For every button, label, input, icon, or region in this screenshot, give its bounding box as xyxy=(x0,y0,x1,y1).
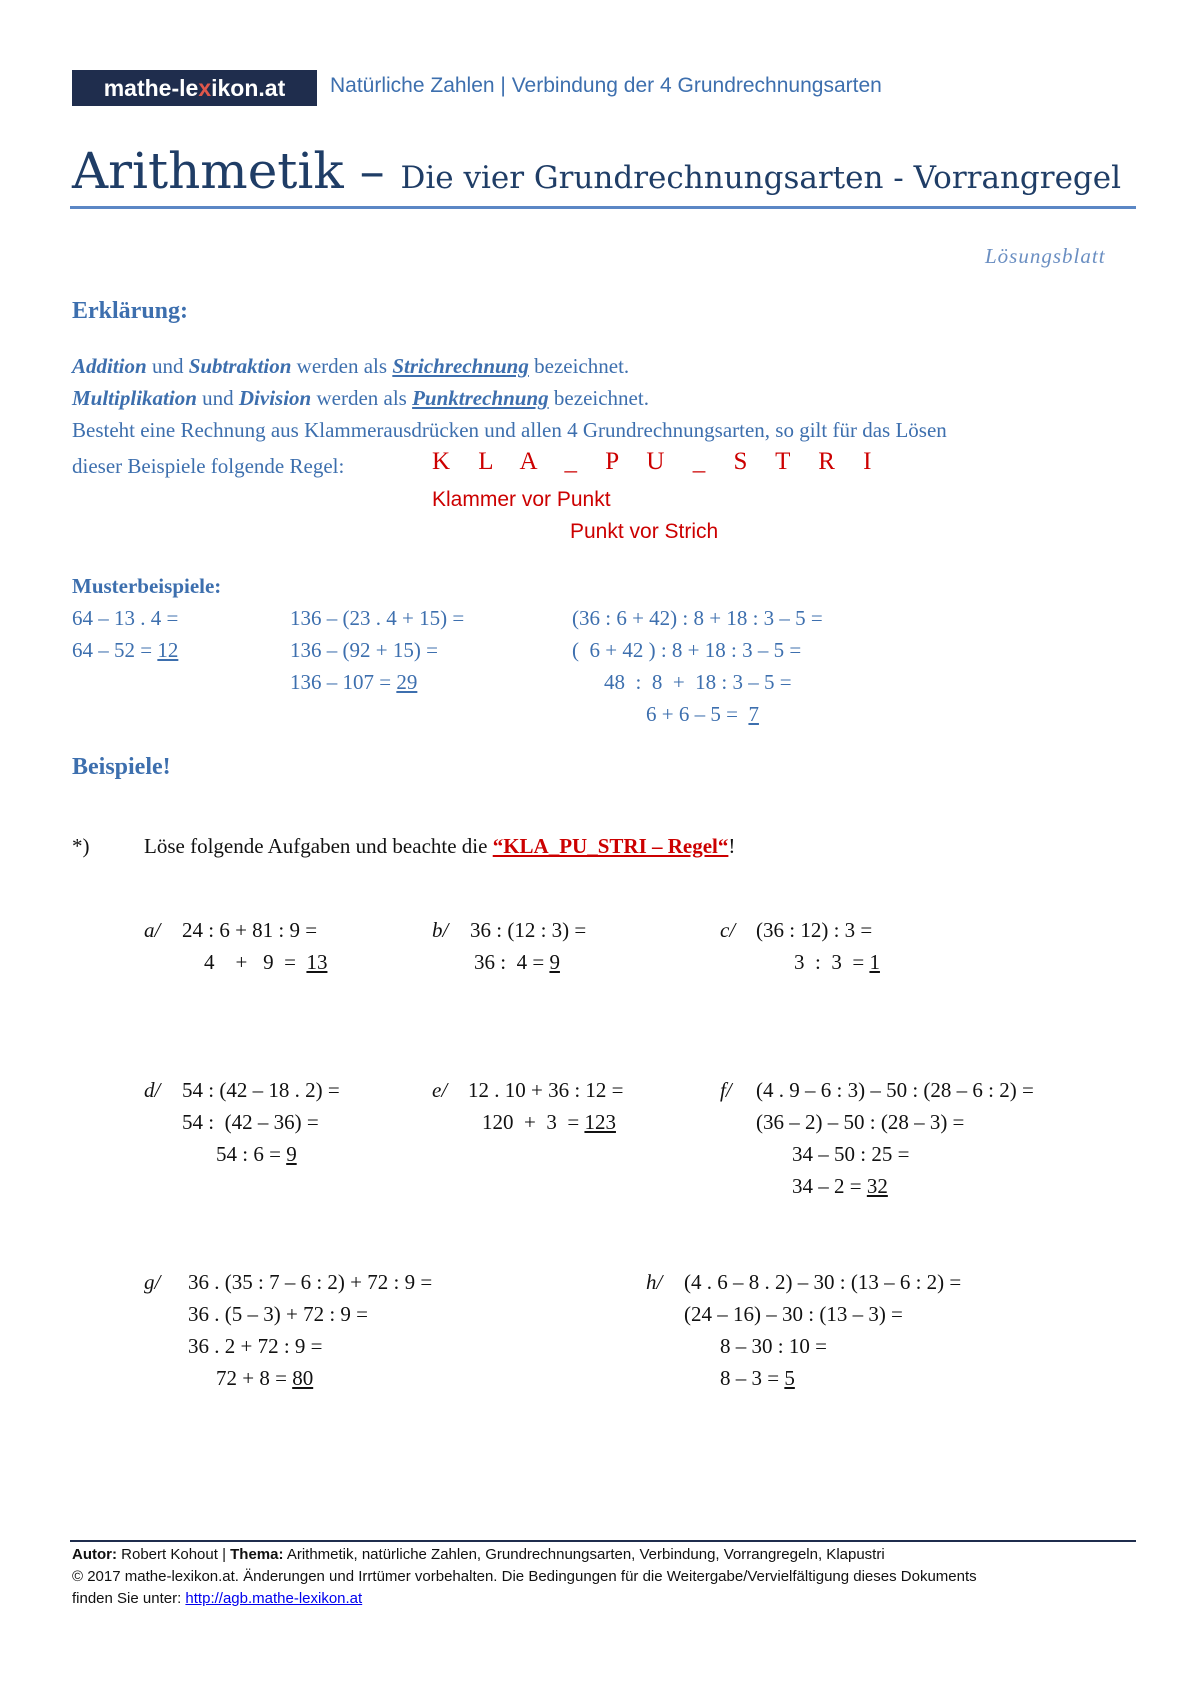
exercise-h-line: (4 . 6 – 8 . 2) – 30 : (13 – 6 : 2) = xyxy=(684,1270,962,1294)
explanation-line-4: dieser Beispiele folgende Regel: xyxy=(72,454,345,478)
exercise-e-line: 120 + 3 = 123 xyxy=(482,1110,616,1134)
exercise-a-label: a/ xyxy=(144,918,161,942)
exercise-g-line: 36 . 2 + 72 : 9 = xyxy=(188,1334,323,1358)
explanation-line-2: Multiplikation und Division werden als Punktrechnung bezeichnet. xyxy=(72,386,649,410)
example-2-line: 136 – (92 + 15) = xyxy=(290,638,438,662)
exercise-d-label: d/ xyxy=(144,1078,161,1102)
example-2-line: 136 – 107 = 29 xyxy=(290,670,418,694)
exercises-heading: Beispiele! xyxy=(72,754,171,780)
exercise-c-line: 3 : 3 = 1 xyxy=(794,950,880,974)
exercise-d-line: 54 : (42 – 36) = xyxy=(182,1110,319,1134)
example-1-line: 64 – 13 . 4 = xyxy=(72,606,179,630)
footer-agb-link[interactable]: http://agb.mathe-lexikon.at xyxy=(185,1590,363,1607)
exercise-b-line: 36 : (12 : 3) = xyxy=(470,918,587,942)
explanation-heading: Erklärung: xyxy=(72,298,189,324)
exercise-e-label: e/ xyxy=(432,1078,448,1102)
example-3-line: 48 : 8 + 18 : 3 – 5 = xyxy=(604,670,792,694)
footer-copyright-line: © 2017 mathe-lexikon.at. Änderungen und Irrtümer vorbehalten. Die Bedingungen für die Weitergabe/Vervielfältigung dieses Dokuments xyxy=(72,1568,977,1585)
exercise-g-label: g/ xyxy=(144,1270,161,1294)
rule-klammer-vor-punkt: Klammer vor Punkt xyxy=(432,488,611,511)
exercise-f-line: (4 . 9 – 6 : 3) – 50 : (28 – 6 : 2) = xyxy=(756,1078,1034,1102)
klapustri-rule: K L A _ P U _ S T R I xyxy=(432,448,883,475)
title-divider xyxy=(70,206,1136,209)
exercise-g-line: 36 . (35 : 7 – 6 : 2) + 72 : 9 = xyxy=(188,1270,433,1294)
task-instruction: Löse folgende Aufgaben und beachte die “KLA_PU_STRI – Regel“! xyxy=(144,834,736,858)
footer-author-line: Autor: Robert Kohout | Thema: Arithmetik, natürliche Zahlen, Grundrechnungsarten, Verbindung, Vorrangregeln, Klapustri xyxy=(72,1546,885,1563)
exercise-c-label: c/ xyxy=(720,918,736,942)
header-subtitle: Natürliche Zahlen | Verbindung der 4 Grundrechnungsarten xyxy=(330,74,882,97)
sheet-label: Lösungsblatt xyxy=(985,244,1106,268)
exercise-f-line: 34 – 50 : 25 = xyxy=(792,1142,910,1166)
explanation-line-1: Addition und Subtraktion werden als Strichrechnung bezeichnet. xyxy=(72,354,630,378)
exercise-b-label: b/ xyxy=(432,918,449,942)
exercise-g-line: 72 + 8 = 80 xyxy=(216,1366,314,1390)
examples-heading: Musterbeispiele: xyxy=(72,574,222,598)
example-1-line: 64 – 52 = 12 xyxy=(72,638,179,662)
exercise-b-line: 36 : 4 = 9 xyxy=(474,950,560,974)
exercise-f-label: f/ xyxy=(720,1078,732,1102)
exercise-d-line: 54 : 6 = 9 xyxy=(216,1142,297,1166)
task-bullet: *) xyxy=(72,834,90,858)
example-2-line: 136 – (23 . 4 + 15) = xyxy=(290,606,465,630)
example-3-line: (36 : 6 + 42) : 8 + 18 : 3 – 5 = xyxy=(572,606,823,630)
page-title: Arithmetik – Die vier Grundrechnungsarten - Vorrangregel xyxy=(72,142,1122,200)
exercise-h-line: 8 – 30 : 10 = xyxy=(720,1334,827,1358)
footer-divider xyxy=(70,1540,1136,1542)
explanation-line-3: Besteht eine Rechnung aus Klammerausdrücken und allen 4 Grundrechnungsarten, so gilt für das Lösen xyxy=(72,418,947,442)
exercise-h-line: (24 – 16) – 30 : (13 – 3) = xyxy=(684,1302,903,1326)
exercise-c-line: (36 : 12) : 3 = xyxy=(756,918,873,942)
example-3-line: 6 + 6 – 5 = 7 xyxy=(646,702,759,726)
exercise-a-line: 4 + 9 = 13 xyxy=(204,950,328,974)
exercise-d-line: 54 : (42 – 18 . 2) = xyxy=(182,1078,340,1102)
rule-punkt-vor-strich: Punkt vor Strich xyxy=(570,520,719,543)
exercise-h-line: 8 – 3 = 5 xyxy=(720,1366,795,1390)
brand-logo: mathe-lexikon.at xyxy=(72,70,317,106)
footer-link-line: finden Sie unter: http://agb.mathe-lexikon.at xyxy=(72,1590,363,1607)
exercise-f-line: (36 – 2) – 50 : (28 – 3) = xyxy=(756,1110,965,1134)
example-3-line: ( 6 + 42 ) : 8 + 18 : 3 – 5 = xyxy=(572,638,802,662)
exercise-g-line: 36 . (5 – 3) + 72 : 9 = xyxy=(188,1302,369,1326)
exercise-h-label: h/ xyxy=(646,1270,663,1294)
exercise-f-line: 34 – 2 = 32 xyxy=(792,1174,888,1198)
exercise-e-line: 12 . 10 + 36 : 12 = xyxy=(468,1078,624,1102)
exercise-a-line: 24 : 6 + 81 : 9 = xyxy=(182,918,318,942)
